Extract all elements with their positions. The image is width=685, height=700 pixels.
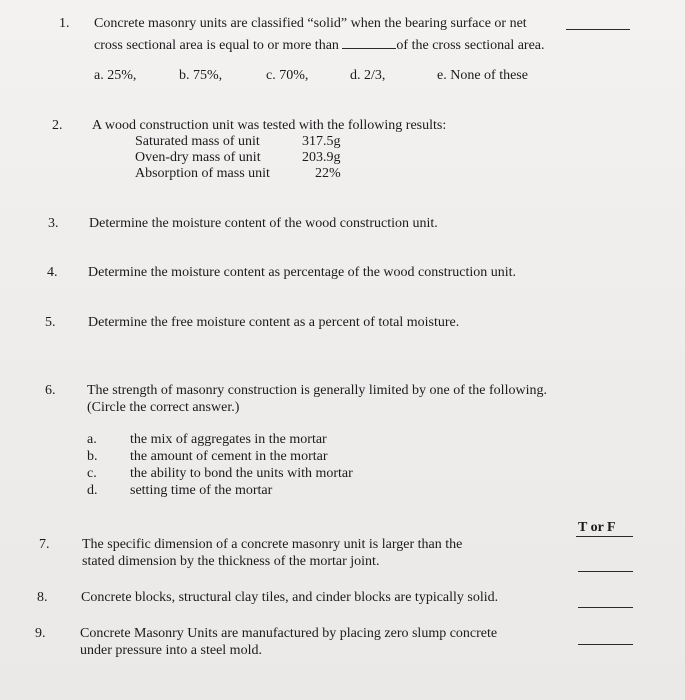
q4-text: Determine the moisture content as percentage of the wood construction unit. xyxy=(88,265,517,280)
q1-answer-blank[interactable] xyxy=(566,29,630,30)
q2-row-label: Absorption of mass unit xyxy=(135,166,270,181)
q6-text-line1: The strength of masonry construction is generally limited by one of the following. xyxy=(87,383,547,398)
q6-option-c[interactable]: the ability to bond the units with mortar xyxy=(130,466,353,481)
q4-number: 4. xyxy=(47,265,58,280)
q1-text-line2 xyxy=(94,34,545,54)
q8-answer-blank[interactable] xyxy=(578,607,633,608)
q2-number: 2. xyxy=(52,118,63,133)
q1-text-line2a: cross sectional area is equal to or more than xyxy=(94,38,339,53)
q2-row-value: 22% xyxy=(315,166,341,181)
q9-answer-blank[interactable] xyxy=(578,644,633,645)
q1-option-c[interactable]: c. 70%, xyxy=(266,68,309,83)
q6-text-line2: (Circle the correct answer.) xyxy=(87,400,240,415)
q2-row-value: 317.5g xyxy=(302,134,341,149)
q1-fill-blank[interactable] xyxy=(342,34,396,49)
q2-row-label: Saturated mass of unit xyxy=(135,134,260,149)
q6-option-b[interactable]: the amount of cement in the mortar xyxy=(130,449,328,464)
q6-option-letter: a. xyxy=(87,432,97,447)
q6-option-letter: c. xyxy=(87,466,97,481)
true-false-header-underline xyxy=(576,536,633,537)
q6-option-letter: d. xyxy=(87,483,98,498)
q9-number: 9. xyxy=(35,626,46,641)
q7-answer-blank[interactable] xyxy=(578,571,633,572)
q3-text: Determine the moisture content of the wood construction unit. xyxy=(89,216,438,231)
q8-number: 8. xyxy=(37,590,48,605)
q1-text-line2b: of the cross sectional area. xyxy=(396,38,545,53)
q1-number: 1. xyxy=(59,16,70,31)
q1-option-b[interactable]: b. 75%, xyxy=(179,68,223,83)
q3-number: 3. xyxy=(48,216,59,231)
q5-text: Determine the free moisture content as a percent of total moisture. xyxy=(88,315,460,330)
q2-row-value: 203.9g xyxy=(302,150,341,165)
q7-text-line2: stated dimension by the thickness of the mortar joint. xyxy=(82,554,380,569)
q6-option-d[interactable]: setting time of the mortar xyxy=(130,483,273,498)
q2-text: A wood construction unit was tested with the following results: xyxy=(92,118,447,133)
q1-option-e[interactable]: e. None of these xyxy=(437,68,528,83)
q2-row-label: Oven-dry mass of unit xyxy=(135,150,261,165)
true-false-header: T or F xyxy=(578,520,616,535)
q9-text-line1: Concrete Masonry Units are manufactured by placing zero slump concrete xyxy=(80,626,498,641)
q7-text-line1: The specific dimension of a concrete masonry unit is larger than the xyxy=(82,537,463,552)
q9-text-line2: under pressure into a steel mold. xyxy=(80,643,262,658)
q1-option-d[interactable]: d. 2/3, xyxy=(350,68,386,83)
q6-option-a[interactable]: the mix of aggregates in the mortar xyxy=(130,432,327,447)
q7-number: 7. xyxy=(39,537,50,552)
q5-number: 5. xyxy=(45,315,56,330)
q6-option-letter: b. xyxy=(87,449,98,464)
q6-number: 6. xyxy=(45,383,56,398)
q1-text-line1: Concrete masonry units are classified “solid” when the bearing surface or net xyxy=(94,16,527,31)
q8-text: Concrete blocks, structural clay tiles, and cinder blocks are typically solid. xyxy=(81,590,499,605)
q1-option-a[interactable]: a. 25%, xyxy=(94,68,137,83)
